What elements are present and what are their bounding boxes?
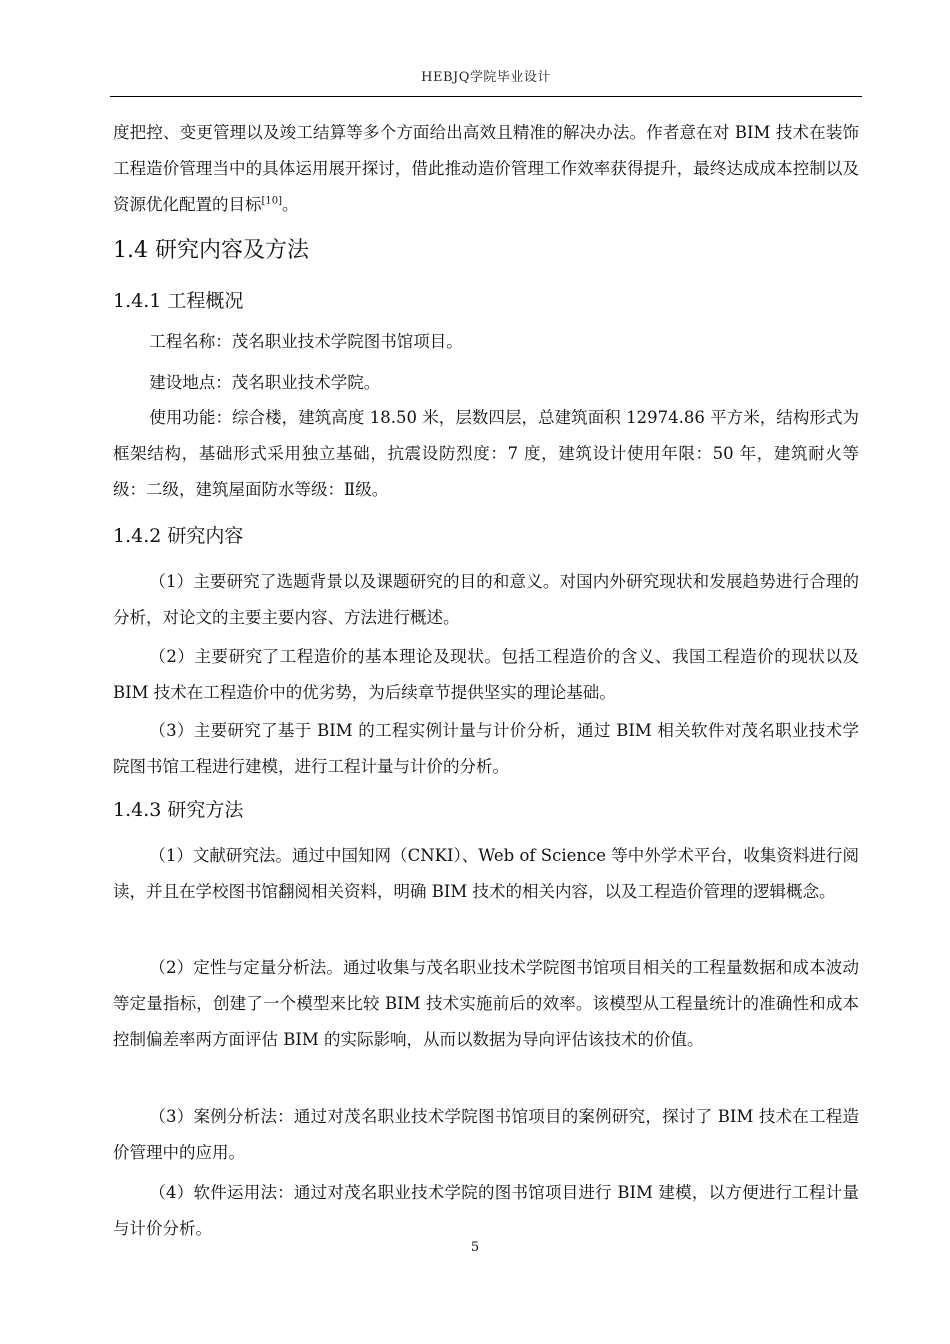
page-number: 5 <box>470 1240 480 1255</box>
section-heading-1-4-3: 1.4.3 研究方法 <box>113 799 244 821</box>
intro-paragraph <box>113 115 859 223</box>
project-name: 工程名称：茂名职业技术学院图书馆项目。 <box>149 332 463 351</box>
content-item-3: （3）主要研究了基于 BIM 的工程实例计量与计价分析，通过 BIM 相关软件对茂名职业技术学院图书馆工程进行建模，进行工程计量与计价的分析。 <box>113 721 859 776</box>
header-divider <box>110 96 862 97</box>
content-item-2: （2）主要研究了工程造价的基本理论及现状。包括工程造价的含义、我国工程造价的现状以及 BIM 技术在工程造价中的优劣势，为后续章节提供坚实的理论基础。 <box>113 647 859 702</box>
content-item-1: （1）主要研究了选题背景以及课题研究的目的和意义。对国内外研究现状和发展趋势进行合理的分析，对论文的主要主要内容、方法进行概述。 <box>113 572 859 627</box>
running-header: HEBJQ学院毕业设计 <box>421 70 551 85</box>
citation-ref: [10] <box>261 195 283 207</box>
method-item-2: （2）定性与定量分析法。通过收集与茂名职业技术学院图书馆项目相关的工程量数据和成本波动等定量指标，创建了一个模型来比较 BIM 技术实施前后的效率。该模型从工程量统计的准确性和成本控制偏差率两方面评估 BIM 的实际影响，从而以数据为导向评估该技术的价值。 <box>113 958 859 1049</box>
project-location: 建设地点：茂名职业技术学院。 <box>149 373 381 392</box>
intro-text: 度把控、变更管理以及竣工结算等多个方面给出高效且精准的解决办法。作者意在对 BIM 技术在装饰工程造价管理当中的具体运用展开探讨，借此推动造价管理工作效率获得提升，最终达成成本控制以及资源优化配置的目标 <box>113 123 859 214</box>
section-heading-1-4-1: 1.4.1 工程概况 <box>113 290 244 312</box>
method-item-4: （4）软件运用法：通过对茂名职业技术学院的图书馆项目进行 BIM 建模，以方便进行工程计量与计价分析。 <box>113 1183 859 1238</box>
method-item-3: （3）案例分析法：通过对茂名职业技术学院图书馆项目的案例研究，探讨了 BIM 技术在工程造价管理中的应用。 <box>113 1107 859 1162</box>
section-heading-1-4: 1.4 研究内容及方法 <box>113 238 309 263</box>
intro-end: 。 <box>282 195 299 214</box>
section-heading-1-4-2: 1.4.2 研究内容 <box>113 525 244 547</box>
method-item-1: （1）文献研究法。通过中国知网（CNKI）、Web of Science 等中外学术平台，收集资料进行阅读，并且在学校图书馆翻阅相关资料，明确 BIM 技术的相关内容，以及工程造价管理的逻辑概念。 <box>113 846 859 901</box>
project-function: 使用功能：综合楼，建筑高度 18.50 米，层数四层，总建筑面积 12974.86 平方米，结构形式为框架结构，基础形式采用独立基础，抗震设防烈度：7 度，建筑设计使用年限：50 年，建筑耐火等级：二级，建筑屋面防水等级：Ⅱ级。 <box>113 408 859 499</box>
